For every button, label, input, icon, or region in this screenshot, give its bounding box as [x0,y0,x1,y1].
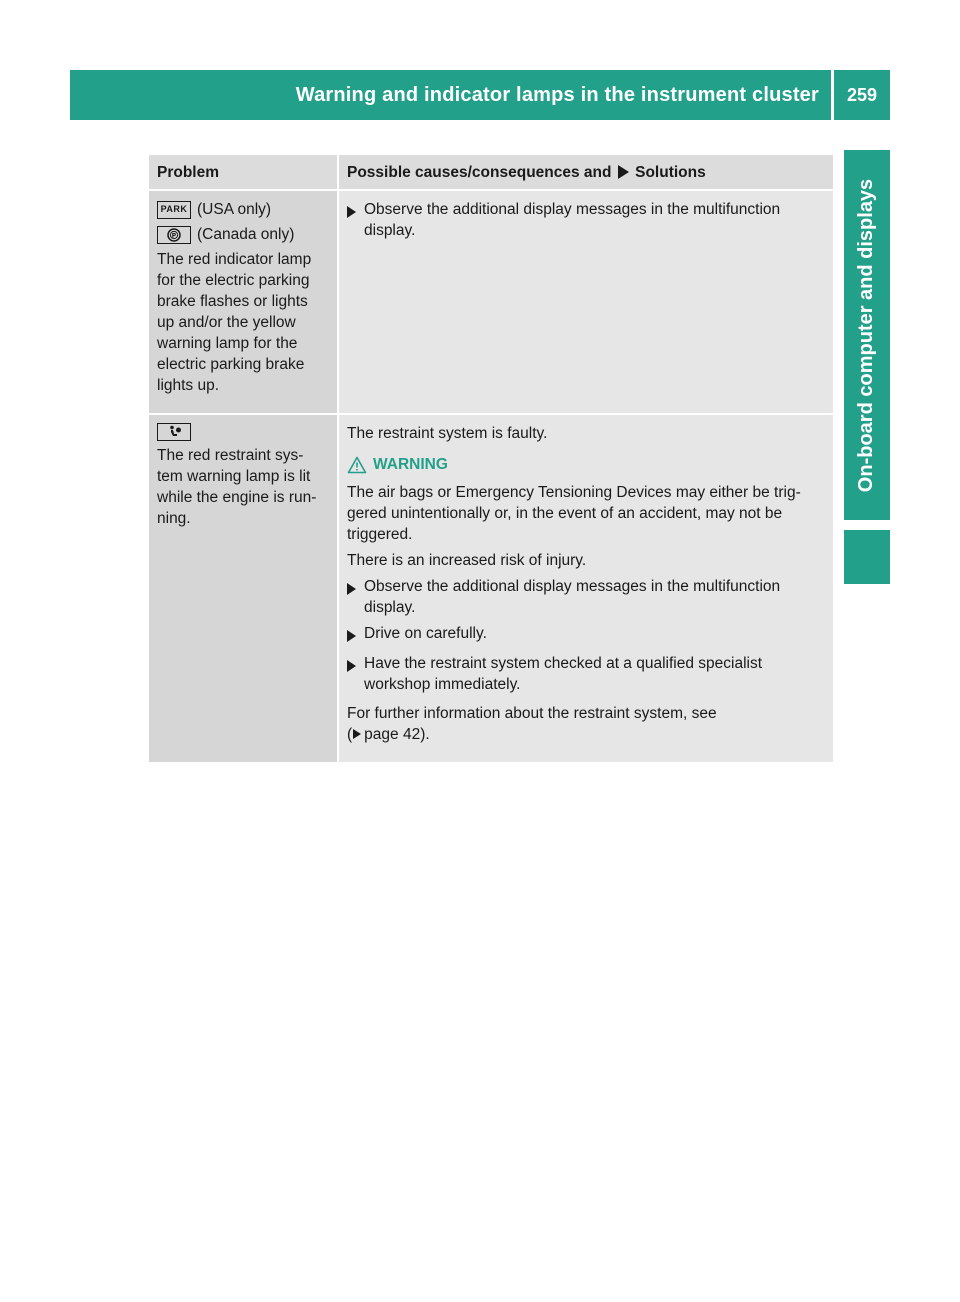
page-title: Warning and indicator lamps in the instrument cluster [295,83,819,106]
further-info-text: For further information about the restraint system, see ( page 42). [347,705,717,743]
problem-description: The red restraint sys-tem warning lamp is lit while the engine is run-ning. [157,447,317,527]
page-header-bar [70,70,831,120]
problem-cell [149,190,338,414]
action-arrow-icon [347,623,364,648]
page-number-box [834,70,890,120]
action-arrow-icon [347,653,364,695]
warning-lamps-table [149,155,833,762]
action-item [347,623,825,648]
indicator-label-usa: (USA only) [197,201,272,218]
warning-heading [347,454,825,475]
column-header-solutions-prefix: Possible causes/consequences and [347,163,612,181]
column-header-problem: Problem [149,155,338,190]
warning-triangle-icon [347,456,367,474]
solution-cell [338,414,833,762]
svg-text:P: P [171,232,177,239]
section-side-tab [844,150,890,520]
action-text: Drive on carefully. [364,625,487,642]
section-side-tab-label: On-board computer and displays [855,178,878,492]
action-text: Observe the additional display messages in the multifunction display. [364,578,781,616]
solutions-arrow-icon [618,165,629,179]
action-arrow-icon [347,576,364,618]
table-row [149,414,833,762]
table-header-row [149,155,833,190]
column-header-solutions [338,155,833,190]
further-info-sentence: For further information about the restraint system, see [347,705,717,722]
warning-text: The air bags or Emergency Tensioning Devices may either be trig-gered unintentionally or, in the event of an accident, may not be triggered. [347,484,801,543]
warning-label: WARNING [373,456,448,473]
park-circle-icon [157,226,191,244]
solution-cell [338,190,833,414]
indicator-line-canada [157,224,329,245]
action-item [347,576,825,618]
action-item [347,199,825,241]
restraint-system-icon [157,423,191,441]
risk-text: There is an increased risk of injury. [347,552,587,569]
indicator-line-usa [157,199,329,220]
problem-description: The red indicator lamp for the electric parking brake flashes or lights up and/or the yellow warning lamp for the electric parking brake lights up. [157,251,312,394]
cause-text: The restraint system is faulty. [347,425,548,442]
indicator-line-restraint [157,423,329,441]
column-header-solutions-suffix: Solutions [635,163,706,181]
side-tab-marker [844,530,890,584]
action-text: Have the restraint system checked at a qualified specialist workshop immediately. [364,655,763,693]
page-reference-link[interactable]: page 42). [364,726,430,743]
action-text: Observe the additional display messages in the multifunction display. [364,201,781,239]
park-brake-icon: PARK [157,201,191,219]
action-arrow-icon [347,199,364,241]
page-number: 259 [846,84,878,105]
indicator-label-canada: (Canada only) [197,226,295,243]
table-row [149,190,833,414]
action-item [347,653,825,695]
page-ref-arrow-icon [353,729,361,739]
problem-cell [149,414,338,762]
